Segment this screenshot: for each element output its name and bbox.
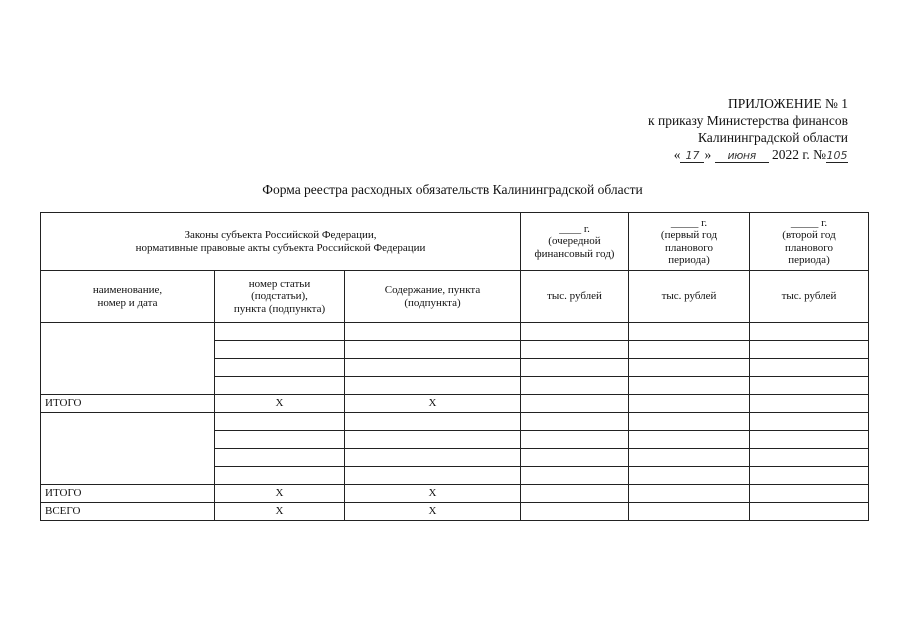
date-close-quote: » — [704, 147, 712, 162]
unit-year-plan-2: тыс. рублей — [750, 271, 869, 323]
x-mark: Х — [345, 485, 521, 503]
itogo-label: ИТОГО — [41, 395, 215, 413]
itogo-row-1 — [41, 395, 869, 413]
x-mark: Х — [215, 503, 345, 521]
order-date-line — [558, 146, 848, 163]
vsego-row — [41, 503, 869, 521]
approval-block — [558, 95, 848, 163]
x-mark: Х — [215, 395, 345, 413]
order-reference: к приказу Министерства финансов — [648, 113, 848, 128]
header-legal-acts: Законы субъекта Российской Федерации, нормативные правовые акты субъекта Российской Федерации — [41, 213, 521, 271]
x-mark: Х — [345, 503, 521, 521]
header-row-sub — [41, 271, 869, 323]
header-content: Содержание, пункта (подпункта) — [345, 271, 521, 323]
header-row-main — [41, 213, 869, 271]
header-year-current: ____ г. (очередной финансовый год) — [521, 213, 629, 271]
vsego-label: ВСЕГО — [41, 503, 215, 521]
itogo-row-2 — [41, 485, 869, 503]
group-1-act-cell — [41, 323, 215, 395]
unit-year-plan-1: тыс. рублей — [629, 271, 750, 323]
header-name-number-date: наименование, номер и дата — [41, 271, 215, 323]
itogo-label: ИТОГО — [41, 485, 215, 503]
x-mark: Х — [345, 395, 521, 413]
table-row — [41, 413, 869, 431]
header-article-number: номер статьи (подстатьи), пункта (подпункта) — [215, 271, 345, 323]
header-year-plan-1: _____ г. (первый год планового периода) — [629, 213, 750, 271]
handwritten-number: 105 — [826, 149, 848, 162]
document-title: Форма реестра расходных обязательств Калининградской области — [262, 182, 643, 197]
x-mark: Х — [215, 485, 345, 503]
header-year-plan-2: _____ г. (второй год планового периода) — [750, 213, 869, 271]
issuing-region: Калининградской области — [697, 130, 848, 145]
group-2-act-cell — [41, 413, 215, 485]
table-row — [41, 323, 869, 341]
handwritten-month: июня — [715, 150, 769, 163]
handwritten-day: 17 — [680, 150, 704, 163]
appendix-label: ПРИЛОЖЕНИЕ № 1 — [727, 96, 848, 111]
order-year: 2022 г. — [771, 147, 810, 162]
order-number-label: № — [813, 147, 826, 162]
unit-year-current: тыс. рублей — [521, 271, 629, 323]
date-open-quote: « — [673, 147, 681, 162]
registry-table — [40, 212, 869, 521]
